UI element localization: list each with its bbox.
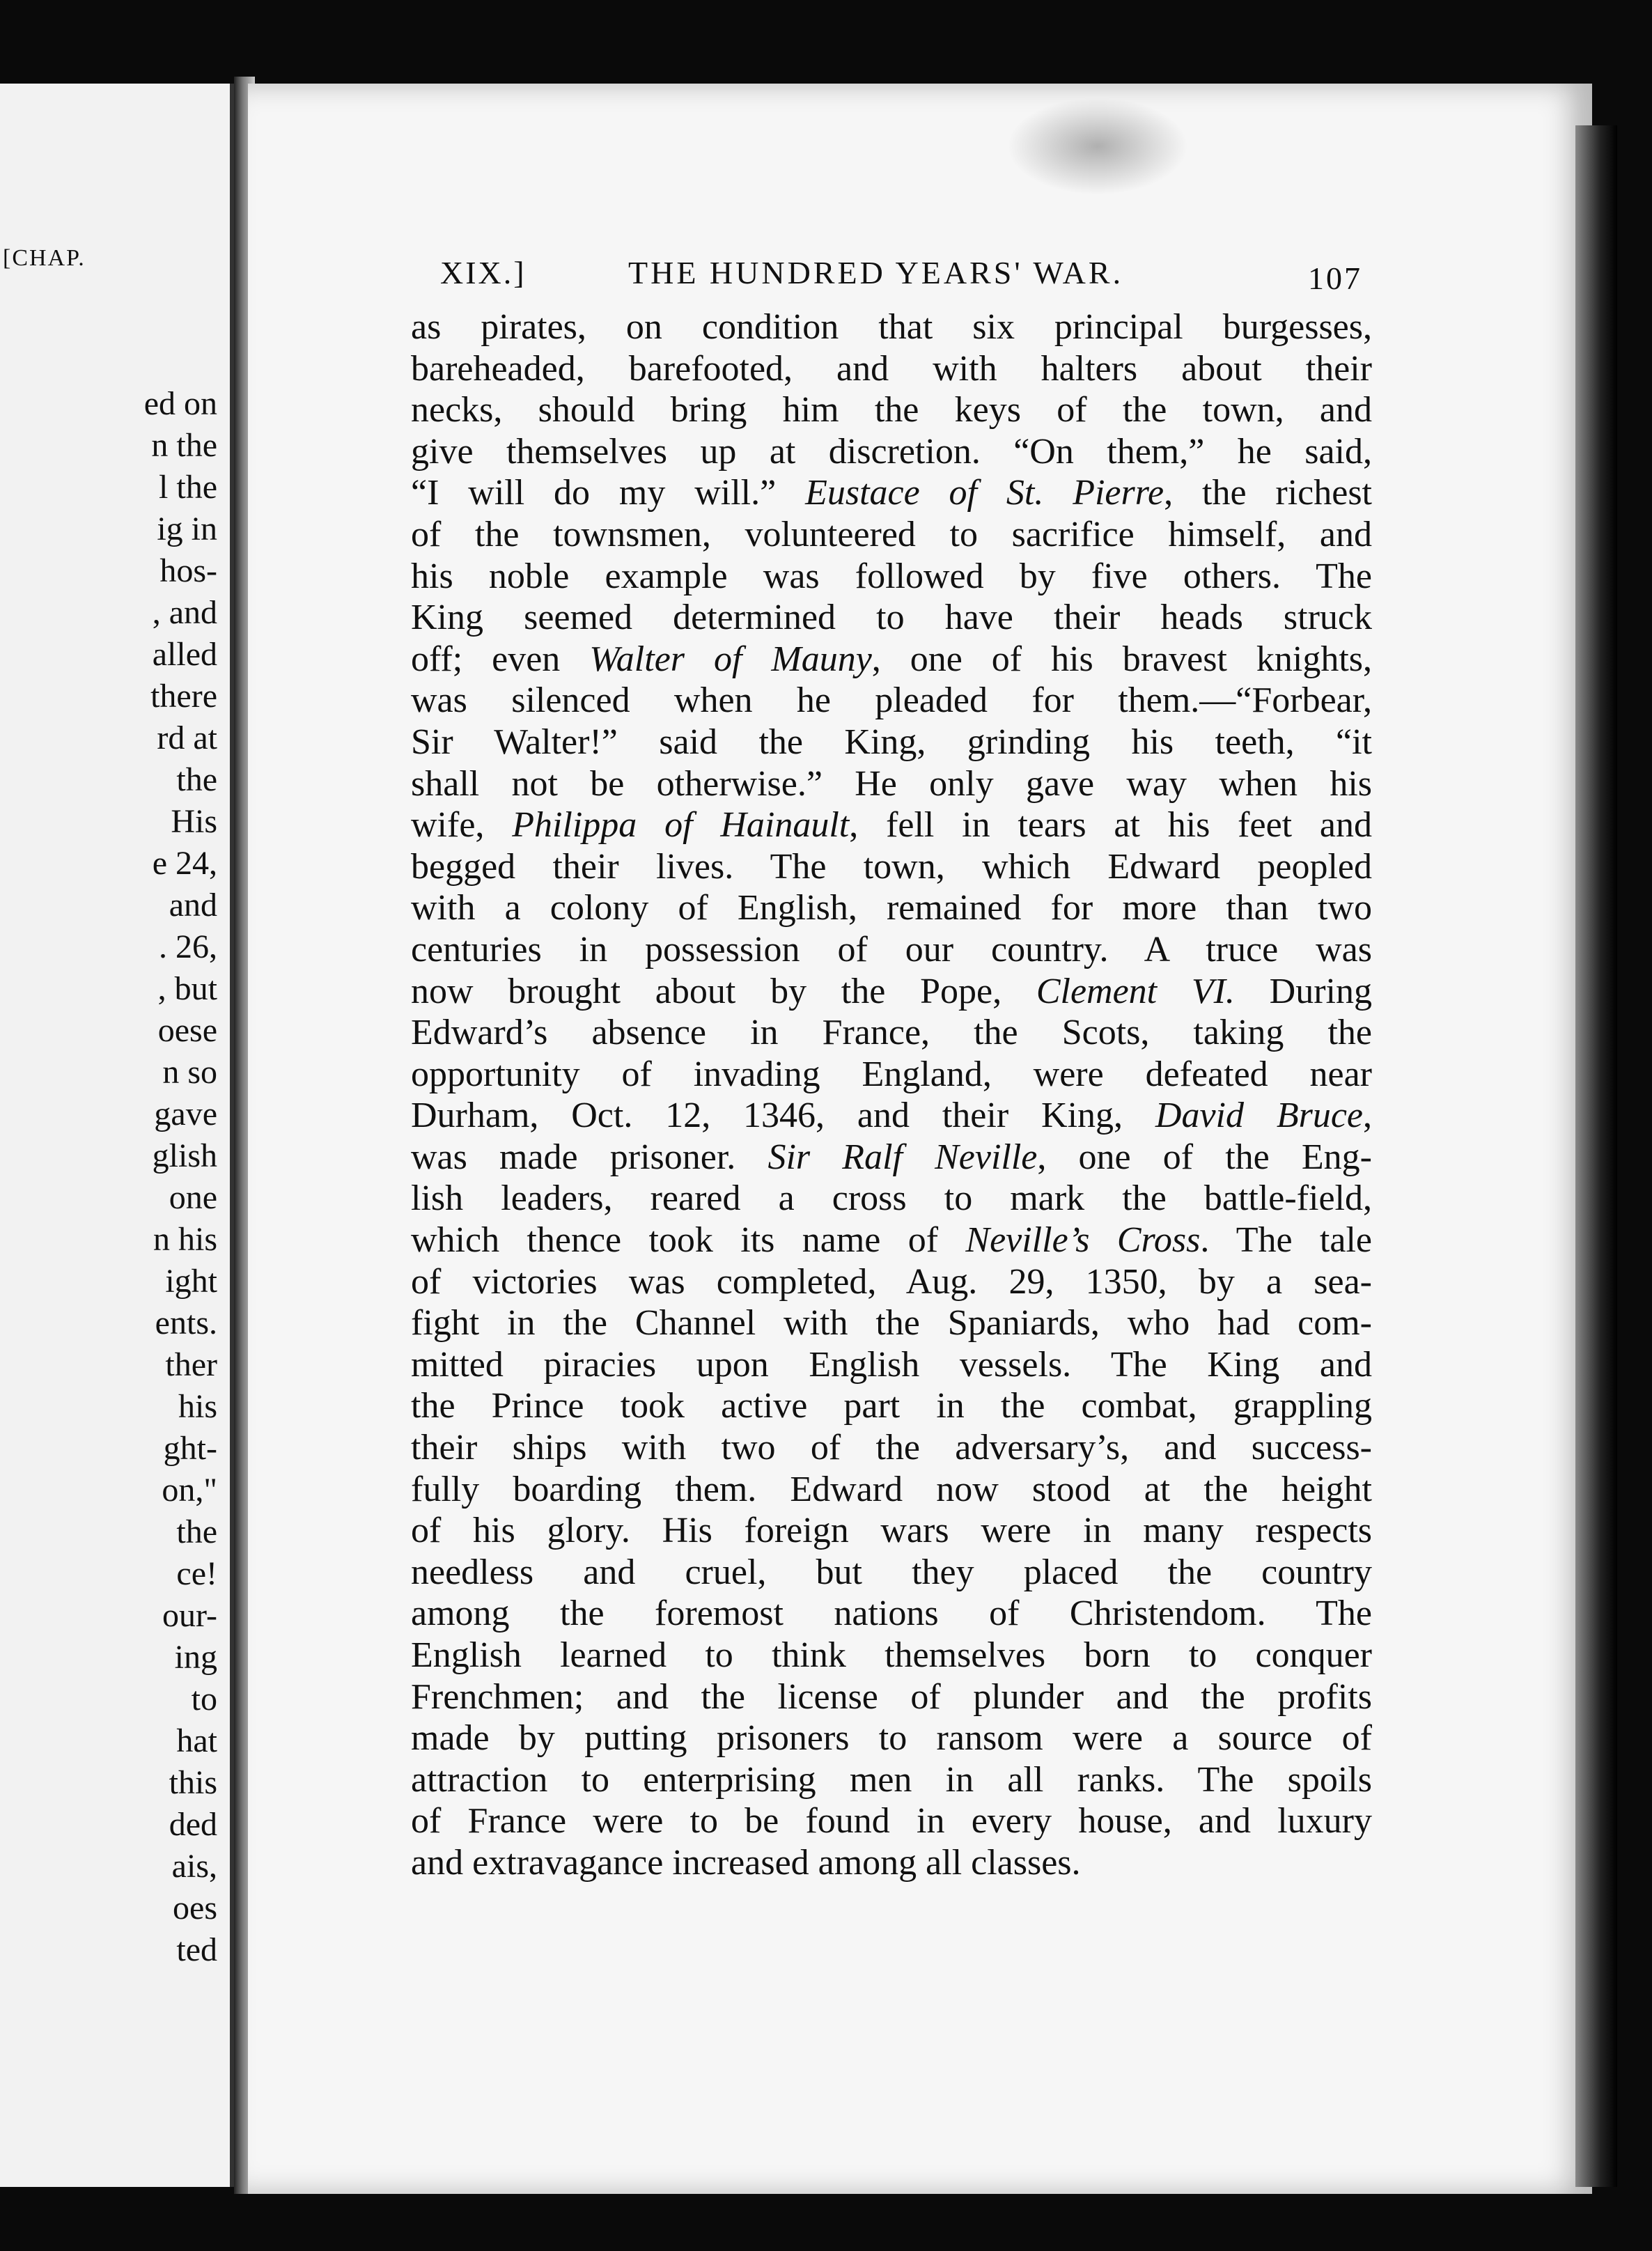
running-head (440, 254, 1362, 296)
left-page-line: there (150, 678, 217, 715)
left-page-line: ght- (163, 1430, 217, 1467)
left-page-line: his (178, 1388, 217, 1425)
italic-name: Walter of Mauny (589, 639, 872, 679)
text-span: their ships with two of the adversary’s, and success- (411, 1428, 1372, 1468)
text-span: as pirates, on condition that six principal burgesses, (411, 307, 1372, 347)
text-span: made by putting prisoners to ransom were a source of (411, 1718, 1372, 1759)
text-span: off; even (411, 639, 590, 679)
left-page-line: e 24, (152, 845, 217, 882)
chapter-label: XIX.] (440, 255, 527, 290)
text-line (411, 1552, 1372, 1594)
text-span: . The tale (1200, 1220, 1372, 1261)
left-page-line: His (171, 803, 217, 840)
left-page-line: , and (152, 594, 217, 631)
page-edge (1575, 125, 1617, 2187)
text-line (411, 556, 1372, 598)
italic-name: David Bruce (1155, 1096, 1363, 1136)
text-line (411, 680, 1372, 722)
text-span: , one of his bravest knights, (871, 639, 1373, 679)
text-span: Durham, Oct. 12, 1346, and their King, (411, 1096, 1155, 1136)
text-span: fight in the Channel with the Spaniards, who had com- (411, 1303, 1372, 1343)
left-page-line: the (176, 761, 217, 798)
text-line (411, 722, 1372, 763)
text-span: give themselves up at discretion. “On them,” he said, (411, 431, 1372, 472)
text-line (411, 929, 1372, 971)
text-line (411, 1800, 1372, 1842)
left-page-line: ents. (155, 1304, 217, 1341)
italic-name: Clement VI. (1036, 971, 1235, 1011)
text-line (411, 1676, 1372, 1718)
left-page-line: alled (152, 636, 217, 673)
left-page-line: rd at (157, 719, 217, 756)
text-span: and extravagance increased among all classes. (411, 1842, 1081, 1883)
text-span: During (1234, 971, 1372, 1011)
text-span: “I will do my will.” (411, 473, 806, 513)
text-span: now brought about by the Pope, (411, 971, 1036, 1011)
left-page-line: ed on (143, 385, 217, 422)
text-span: shall not be otherwise.” He only gave way when his (411, 763, 1372, 804)
text-line (411, 472, 1372, 514)
text-span: King seemed determined to have their heads struck (411, 598, 1372, 638)
text-line (411, 514, 1372, 556)
left-page-line: hos- (159, 552, 217, 589)
italic-name: Neville’s Cross (965, 1220, 1201, 1261)
left-page-line: ig in (157, 511, 217, 547)
italic-name: Sir Ralf Neville (767, 1137, 1038, 1177)
text-line (411, 1178, 1372, 1220)
text-span: which thence took its name of (411, 1220, 966, 1261)
left-page-line: glish (152, 1137, 217, 1174)
page-stain (1007, 98, 1188, 195)
text-span: among the foremost nations of Christendom. The (411, 1594, 1372, 1634)
left-page-line: oes (173, 1890, 217, 1926)
text-span: necks, should bring him the keys of the town, and (411, 390, 1372, 430)
left-page-line: ing (174, 1639, 217, 1676)
left-page-line: ther (165, 1346, 217, 1383)
text-span: Sir Walter!” said the King, grinding his teeth, “it (411, 722, 1372, 762)
left-page-line: ce! (176, 1555, 217, 1592)
text-span: his noble example was followed by five others. The (411, 556, 1372, 596)
left-page-line: n his (153, 1221, 217, 1258)
text-span: of victories was completed, Aug. 29, 1350, by a sea- (411, 1261, 1372, 1302)
text-line (411, 348, 1372, 390)
text-span: English learned to think themselves born to conquer (411, 1635, 1372, 1675)
text-span: the Prince took active part in the combat, grappling (411, 1386, 1372, 1426)
left-page-line: to (191, 1681, 217, 1718)
left-page-line: oese (157, 1012, 217, 1049)
text-line (411, 804, 1372, 846)
text-span: , (1363, 1096, 1372, 1136)
left-page-lines (0, 383, 217, 1971)
text-span: was made prisoner. (411, 1137, 768, 1177)
text-line (411, 1593, 1372, 1635)
text-span: with a colony of English, remained for more than two (411, 888, 1372, 928)
left-page-header: [CHAP. (3, 245, 86, 271)
left-page-line: and (169, 887, 217, 924)
text-span: mitted piracies upon English vessels. The King and (411, 1344, 1372, 1385)
left-page-fragment (0, 84, 234, 2187)
text-line (411, 1427, 1372, 1469)
left-page-line: l the (159, 469, 217, 506)
text-line (411, 1054, 1372, 1096)
text-span: wife, (411, 805, 513, 846)
text-line (411, 1344, 1372, 1386)
left-page-line: this (169, 1764, 217, 1801)
left-page-line: hat (176, 1722, 217, 1759)
text-line (411, 1095, 1372, 1137)
text-line (411, 1469, 1372, 1511)
text-line (411, 639, 1372, 680)
text-span: Edward’s absence in France, the Scots, taking the (411, 1013, 1372, 1053)
text-span: , fell in tears at his feet and (849, 805, 1372, 846)
text-span: Frenchmen; and the license of plunder and the profits (411, 1676, 1372, 1717)
left-page-line: . 26, (159, 928, 217, 965)
text-line (411, 1510, 1372, 1552)
text-span: , one of the Eng- (1037, 1137, 1372, 1177)
left-page-line: n so (162, 1054, 217, 1091)
text-span: of his glory. His foreign wars were in many respects (411, 1511, 1372, 1551)
text-line (411, 1302, 1372, 1344)
text-line (411, 971, 1372, 1013)
text-span: centuries in possession of our country. A truce was (411, 929, 1372, 969)
left-page-line: n the (151, 427, 217, 464)
text-span: of France were to be found in every house, and luxury (411, 1801, 1372, 1841)
text-line (411, 597, 1372, 639)
text-span: attraction to enterprising men in all ranks. The spoils (411, 1759, 1372, 1800)
left-page-line: ted (176, 1931, 217, 1968)
left-page-line: gave (154, 1096, 217, 1132)
text-line (411, 1635, 1372, 1676)
text-line (411, 1718, 1372, 1759)
running-title: THE HUNDRED YEARS' WAR. (628, 255, 1124, 290)
body-text (411, 306, 1372, 1884)
left-page-line: the (176, 1513, 217, 1550)
italic-name: Philippa of Hainault (512, 805, 850, 846)
text-line (411, 763, 1372, 805)
left-page-line: ded (169, 1806, 217, 1843)
text-span: was silenced when he pleaded for them.—“Forbear, (411, 680, 1372, 721)
text-span: fully boarding them. Edward now stood at the height (411, 1469, 1372, 1509)
text-line (411, 1012, 1372, 1054)
text-span: , the richest (1164, 473, 1373, 513)
text-span: bareheaded, barefooted, and with halters about their (411, 348, 1372, 389)
text-line (411, 389, 1372, 431)
text-line (411, 887, 1372, 929)
text-line (411, 1261, 1372, 1303)
italic-name: Eustace of St. Pierre (805, 473, 1164, 513)
left-page-line: on," (162, 1472, 217, 1509)
text-span: of the townsmen, volunteered to sacrifice himself, and (411, 514, 1372, 554)
text-line (411, 1220, 1372, 1261)
left-page-line: , but (157, 970, 217, 1007)
text-span: lish leaders, reared a cross to mark the battle-field, (411, 1178, 1372, 1219)
left-page-line: one (169, 1179, 217, 1216)
left-page-line: ais, (171, 1848, 217, 1885)
text-line (411, 1842, 1372, 1884)
text-line (411, 306, 1372, 348)
text-line (411, 1759, 1372, 1801)
left-page-line: our- (162, 1597, 217, 1634)
page-number: 107 (1308, 260, 1362, 296)
text-span: opportunity of invading England, were defeated near (411, 1054, 1372, 1094)
text-line (411, 431, 1372, 473)
text-line (411, 846, 1372, 888)
text-line (411, 1137, 1372, 1178)
text-line (411, 1385, 1372, 1427)
left-page-line: ight (165, 1263, 217, 1300)
text-span: begged their lives. The town, which Edward peopled (411, 846, 1372, 887)
text-span: needless and cruel, but they placed the country (411, 1552, 1372, 1592)
